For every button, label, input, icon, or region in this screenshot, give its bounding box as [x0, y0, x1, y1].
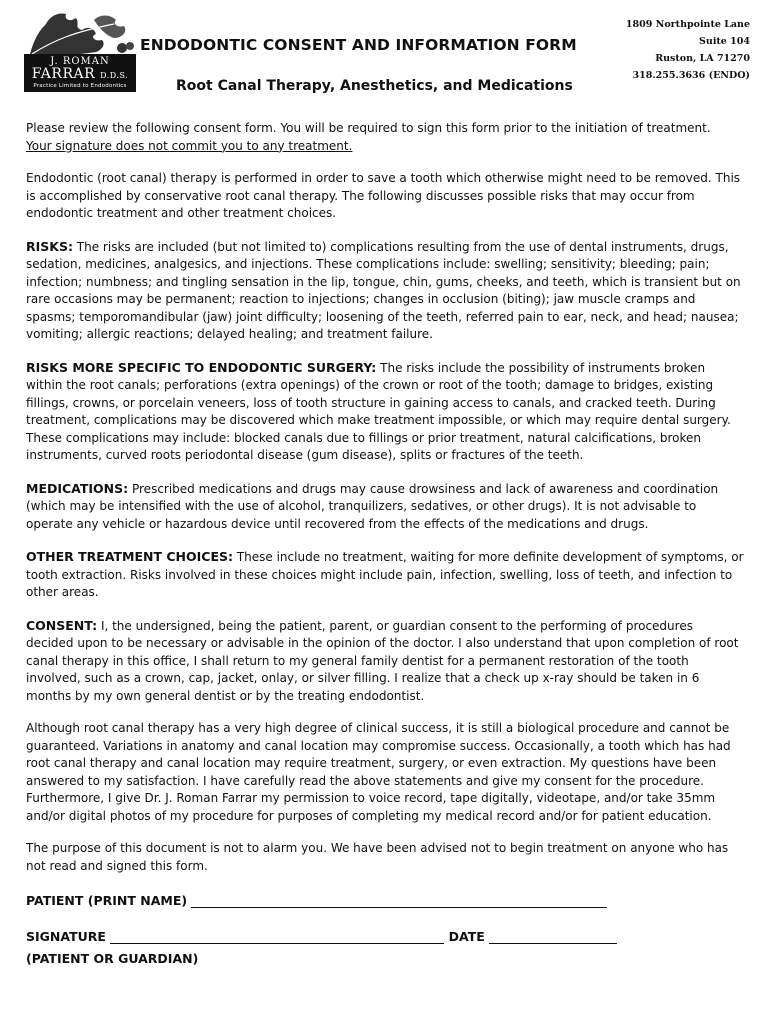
other-treatment-heading: OTHER TREATMENT CHOICES: — [26, 549, 233, 564]
other-treatment-section — [26, 548, 744, 602]
patient-name-field[interactable] — [191, 893, 607, 908]
address-suite: Suite 104 — [699, 36, 750, 47]
logo-wordmark — [24, 54, 136, 92]
form-title: ENDODONTIC CONSENT AND INFORMATION FORM — [140, 36, 577, 54]
signature-label: SIGNATURE — [26, 929, 106, 944]
surgery-risks-heading: RISKS MORE SPECIFIC TO ENDODONTIC SURGERY: — [26, 359, 377, 375]
other-treatment-text: These include no treatment, waiting for more definite development of symptoms, or tooth extraction. Risks involved in these choices might include pain, infection, swelling, loss of teeth, and infection to other areas. — [26, 550, 744, 599]
intro-paragraph — [26, 120, 744, 155]
patient-name-label: PATIENT (PRINT NAME) — [26, 893, 188, 908]
logo-name-line1: J. ROMAN — [50, 56, 110, 67]
endo-description-paragraph: Endodontic (root canal) therapy is performed in order to save a tooth which otherwise might need to be removed. This is accomplished by conservative root canal therapy. The following discusses possible risks that may occur from endodontic treatment and other treatment choices. — [26, 171, 741, 220]
patient-name-row — [26, 890, 744, 912]
medications-section — [26, 480, 744, 534]
surgery-risks-text: The risks include the possibility of instruments broken within the root canals; perforations (extra openings) of the crown or root of the tooth; damage to bridges, existing fillings, crowns, or porcelain veneers, loss of tooth structure in gaining access to canals, and cracked teeth. During treatment, complications may be discovered which make treatment impossible, or which may require dental surgery. These complications may include: blocked canals due to fillings or prior treatment, natural calcifications, broken instruments, curved roots periodontal disease (gum disease), splits or fractures of the teeth. — [26, 360, 731, 462]
success-paragraph: Although root canal therapy has a very high degree of clinical success, it is still a biological procedure and cannot be guaranteed. Variations in anatomy and canal location may compromise success. Occasionally, a tooth which has had root canal therapy and canal location may require treatment, surgery, or even extraction. My questions have been answered to my satisfaction. I have carefully read the above statements and give my consent for the procedure. Furthermore, I give Dr. J. Roman Farrar my permission to voice record, tape digitally, videotape, and/or take 35mm and/or digital photos of my procedure for purposes of completing my medical record and/or for patient education. — [26, 721, 731, 823]
signature-block — [26, 890, 744, 970]
consent-section — [26, 617, 744, 706]
practice-address — [626, 16, 750, 84]
address-city: Ruston, LA 71270 — [655, 53, 750, 64]
medications-text: Prescribed medications and drugs may cause drowsiness and lack of awareness and coordination (which may be intensified with the use of alcohol, tranquilizers, sedatives, or other drugs). It is not advisable to operate any vehicle or hazardous device until recovered from the effects of the medications and drugs. — [26, 481, 719, 531]
logo-name-line2 — [24, 67, 136, 83]
guardian-row — [26, 948, 744, 970]
medications-heading: MEDICATIONS: — [26, 480, 129, 496]
guardian-label: (PATIENT OR GUARDIAN) — [26, 951, 199, 966]
address-phone: 318.255.3636 (ENDO) — [632, 70, 750, 81]
oak-leaf-icon — [24, 10, 136, 58]
signature-field[interactable] — [110, 929, 444, 944]
address-street: 1809 Northpointe Lane — [625, 19, 750, 30]
practice-logo — [24, 10, 136, 92]
consent-heading: CONSENT: — [26, 617, 98, 633]
logo-degree: D.D.S. — [100, 71, 129, 80]
risks-section — [26, 238, 744, 344]
intro-underlined: Your signature does not commit you to any treatment. — [26, 138, 353, 153]
consent-body — [26, 120, 744, 970]
purpose-paragraph: The purpose of this document is not to alarm you. We have been advised not to begin treatment on anyone who has not read and signed this form. — [26, 841, 729, 873]
date-field[interactable] — [489, 929, 617, 944]
signature-row — [26, 926, 744, 948]
form-subtitle: Root Canal Therapy, Anesthetics, and Medications — [176, 78, 573, 94]
consent-text: I, the undersigned, being the patient, parent, or guardian consent to the performing of procedures decided upon to be necessary or advisable in the opinion of the doctor. I also understand that upon completion of root canal therapy in this office, I shall return to my general family dentist for a permanent restoration of the tooth involved, such as a crown, cap, jacket, onlay, or silver filling. I realize that a check up x-ray should be taken in 6 months by my own general dentist or by the treating endodontist. — [26, 618, 739, 703]
logo-tagline: Practice Limited to Endodontics — [33, 83, 127, 89]
date-label: DATE — [448, 929, 485, 944]
risks-text: The risks are included (but not limited to) complications resulting from the use of dental instruments, drugs, sedation, medicines, analgesics, and injections. These complications include: swelling; sensitivity; bleeding; pain; infection; numbness; and tingling sensation in the lip, tongue, chin, gums, cheeks, and teeth, which is transient but on rare occasions may be permanent; reaction to injections; changes in occlusion (biting); jaw muscle cramps and spasms; temporomandibular (jaw) joint difficulty; loosening of the teeth, referred pain to ear, neck, and head; nausea; vomiting; allergic reactions; delayed healing; and treatment failure. — [26, 239, 741, 341]
logo-surname: FARRAR — [31, 66, 96, 82]
risks-heading: RISKS: — [26, 238, 73, 254]
intro-text: Please review the following consent form. You will be required to sign this form prior to the initiation of treatment. — [26, 121, 711, 135]
surgery-risks-section — [26, 359, 744, 465]
